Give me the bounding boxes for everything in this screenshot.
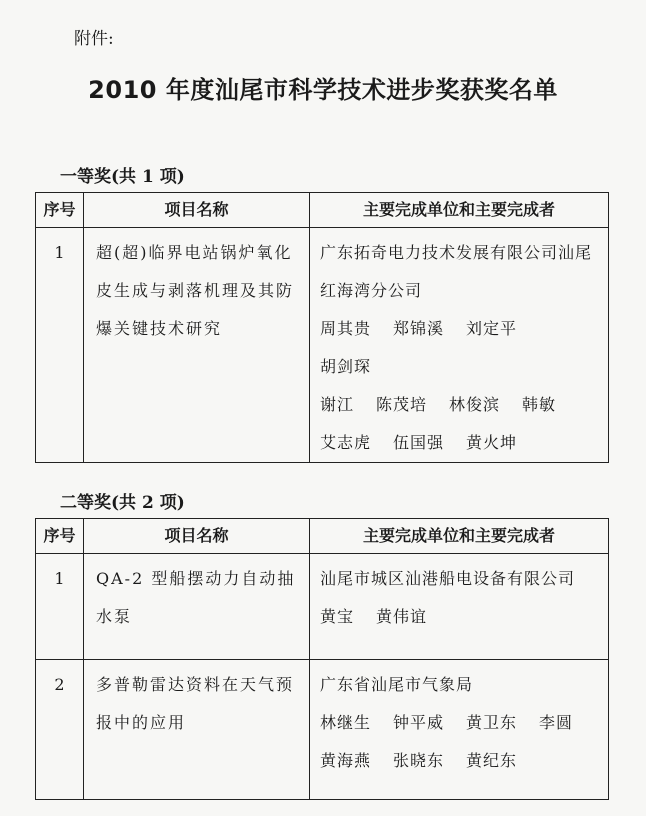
table-row: [36, 554, 609, 660]
completer-name: 谢江: [320, 395, 355, 414]
completer-name: 伍国强: [393, 433, 445, 452]
completer-name: 周其贵: [320, 319, 372, 338]
completers-list: [320, 310, 604, 462]
row-number: 1: [36, 228, 84, 463]
row-number: 2: [36, 660, 84, 800]
completion-cell: [310, 554, 609, 660]
column-header-project: 项目名称: [84, 193, 310, 228]
column-header-no: 序号: [36, 519, 84, 554]
completer-name: 陈茂培: [376, 395, 428, 414]
completer-name: 胡剑琛: [320, 357, 372, 376]
row-number: 1: [36, 554, 84, 660]
completion-cell: [310, 660, 609, 800]
completer-name: 林继生: [320, 713, 372, 732]
completer-name: 黄火坤: [466, 433, 518, 452]
table-header-row: [36, 519, 609, 554]
completer-name: 黄海燕: [320, 751, 372, 770]
column-header-no: 序号: [36, 193, 84, 228]
second-prize-heading: 二等奖(共 2 项): [60, 493, 185, 513]
completion-unit: 汕尾市城区汕港船电设备有限公司: [320, 569, 576, 588]
completer-name: 李圆: [539, 713, 574, 732]
completer-name: 刘定平: [466, 319, 518, 338]
project-name: 多普勒雷达资料在天气预报中的应用: [84, 660, 310, 800]
column-header-unit: 主要完成单位和主要完成者: [310, 519, 609, 554]
completer-name: 黄纪东: [466, 751, 518, 770]
completer-name: 林俊滨: [449, 395, 501, 414]
attachment-label: 附件:: [74, 29, 114, 49]
column-header-unit: 主要完成单位和主要完成者: [310, 193, 609, 228]
table-row: [36, 660, 609, 800]
first-prize-heading: 一等奖(共 1 项): [60, 167, 185, 187]
completer-name: 张晓东: [393, 751, 445, 770]
completer-name: 黄伟谊: [376, 607, 428, 626]
completers-list: [320, 598, 604, 636]
completer-name: 黄宝: [320, 607, 355, 626]
completion-cell: [310, 228, 609, 463]
project-name: QA-2 型船摆动力自动抽水泵: [84, 554, 310, 660]
table-row: [36, 228, 609, 463]
completer-name: 钟平威: [393, 713, 445, 732]
completer-name: 韩敏: [522, 395, 557, 414]
page-title: 2010 年度汕尾市科学技术进步奖获奖名单: [88, 76, 558, 104]
completion-unit: 广东省汕尾市气象局: [320, 675, 474, 694]
completer-name: 黄卫东: [466, 713, 518, 732]
completers-list: [320, 704, 604, 780]
project-name: 超(超)临界电站锅炉氧化皮生成与剥落机理及其防爆关键技术研究: [84, 228, 310, 463]
completer-name: 艾志虎: [320, 433, 372, 452]
completion-unit: 广东拓奇电力技术发展有限公司汕尾红海湾分公司: [320, 243, 593, 300]
table-header-row: [36, 193, 609, 228]
second-prize-table: [35, 518, 609, 800]
completer-name: 郑锦溪: [393, 319, 445, 338]
first-prize-table: [35, 192, 609, 463]
column-header-project: 项目名称: [84, 519, 310, 554]
